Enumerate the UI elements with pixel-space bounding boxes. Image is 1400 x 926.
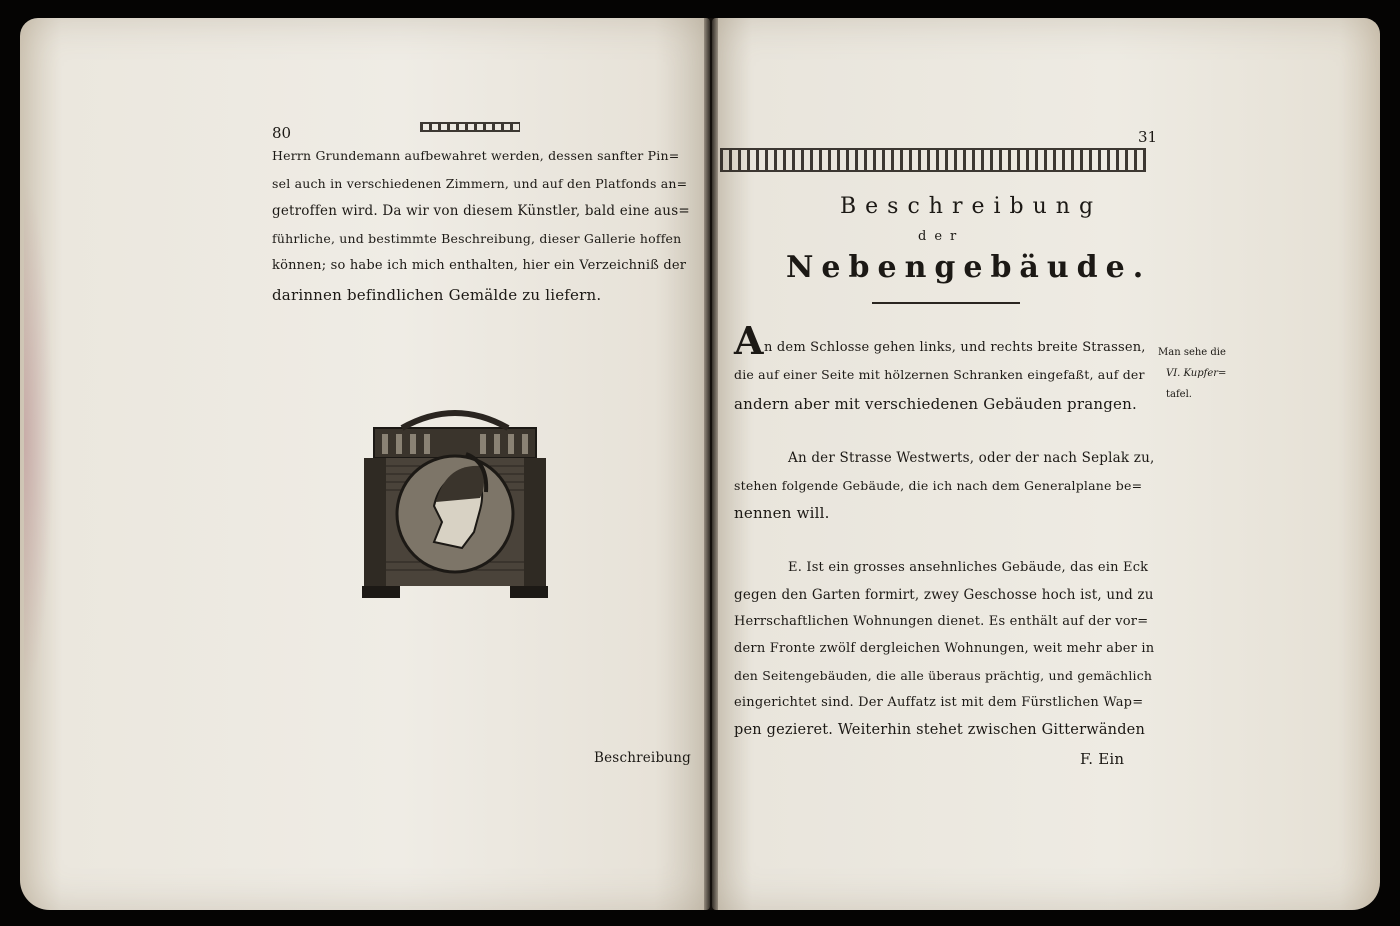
- drop-capital: A: [734, 318, 764, 363]
- margin-note-line: tafel.: [1166, 389, 1192, 400]
- text-line: gegen den Garten formirt, zwey Geschosse hoch ist, und zu: [734, 587, 1154, 603]
- helmeted-head-vignette: [362, 402, 548, 600]
- heading-rule: [872, 302, 1020, 304]
- page-stain: [24, 178, 54, 698]
- text-line: An der Strasse Westwerts, oder der nach Seplak zu,: [788, 450, 1155, 466]
- text-line: E. Ist ein grosses ansehnliches Gebäude, das ein Eck: [788, 560, 1149, 575]
- text-line: sel auch in verschiedenen Zimmern, und auf den Platfonds an=: [272, 176, 688, 191]
- text-line: nennen will.: [734, 504, 830, 522]
- section-heading-conjunction: der: [918, 229, 965, 244]
- text-line: eingerichtet sind. Der Auffatz ist mit dem Fürstlichen Wap=: [734, 695, 1144, 710]
- text-line: darinnen befindlichen Gemälde zu liefern.: [272, 286, 602, 304]
- open-book: [14, 18, 1386, 910]
- text-line: dern Fronte zwölf dergleichen Wohnungen, weit mehr aber in: [734, 641, 1155, 656]
- text-line: die auf einer Seite mit hölzernen Schranken eingefaßt, auf der: [734, 367, 1145, 382]
- text-line: andern aber mit verschiedenen Gebäuden prangen.: [734, 395, 1137, 413]
- right-page-number: 31: [1138, 128, 1158, 146]
- text-line: Herrn Grundemann aufbewahret werden, dessen sanfter Pin=: [272, 148, 680, 163]
- section-heading-main: Nebengebäude.: [786, 250, 1152, 285]
- catchword-left: Beschreibung: [594, 750, 691, 766]
- text-line: führliche, und bestimmte Beschreibung, dieser Gallerie hoffen: [272, 231, 682, 246]
- text-line: Herrschaftlichen Wohnungen dienet. Es enthält auf der vor=: [734, 614, 1149, 629]
- header-ornament-band: [720, 148, 1146, 172]
- catchword-right: F. Ein: [1080, 750, 1125, 768]
- section-heading: Beschreibung: [840, 194, 1103, 219]
- text-line: den Seitengebäuden, die alle überaus prächtig, und gemächlich: [734, 668, 1153, 683]
- margin-note-line: VI. Kupfer=: [1166, 368, 1227, 379]
- margin-note-line: Man sehe die: [1158, 347, 1226, 358]
- text-line: können; so habe ich mich enthalten, hier ein Verzeichniß der: [272, 258, 687, 273]
- text-line: pen gezieret. Weiterhin stehet zwischen Gitterwänden: [734, 722, 1145, 738]
- left-page-number: 80: [272, 124, 292, 142]
- header-ornament-left: [420, 122, 520, 132]
- text-line: stehen folgende Gebäude, die ich nach dem Generalplane be=: [734, 478, 1143, 493]
- text-line: n dem Schlosse gehen links, und rechts breite Strassen,: [764, 340, 1146, 355]
- text-line: getroffen wird. Da wir von diesem Künstler, bald eine aus=: [272, 203, 690, 219]
- book-gutter: [704, 18, 718, 910]
